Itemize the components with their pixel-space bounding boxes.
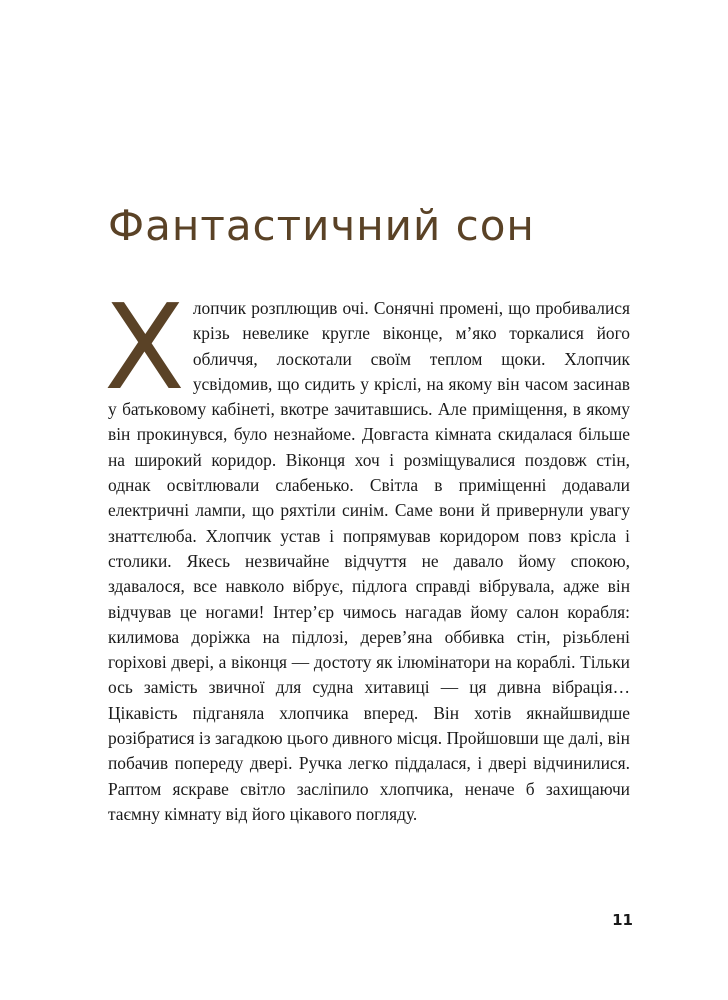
drop-cap-letter: Х <box>104 278 185 416</box>
chapter-body-text <box>104 278 630 827</box>
paragraph-text: лопчик розплющив очі. Сонячні промені, що пробивалися крізь невелике кругле віконце, м’яко торкалися його обличчя, лоскотали своїм теплом щоки. Хлопчик усвідомив, що сидить у кріслі, на якому він часом засинав у батьковому кабінеті, вкотре зачитавшись. Але приміщення, в якому він прокинувся, було незнайоме. Довгаста кімната скидалася більше на широкий коридор. Віконця хоч і розміщувалися поздовж стін, однак освітлювали слабенько. Світла в приміщенні додавали електричні лампи, що ряхтіли синім. Саме вони й привернули увагу знаттєлюба. Хлопчик устав і попрямував коридором повз крісла і столики. Якесь незвичайне відчуття не давало йому спокою, здавалося, все навколо вібрує, підлога справді вібрувала, адже він відчував це ногами! Інтер’єр чимось нагадав йому салон корабля: килимова доріжка на підлозі, дерев’яна оббивка стін, різьблені горіхові двері, а віконця — достоту як ілюмінатори на кораблі. Тільки ось замість звичної для судна хитавиці — ця дивна вібрація… Цікавість підганяла хлопчика вперед. Він хотів якнайшвидше розібратися із загадкою цього дивного місця. Пройшовши ще далі, він побачив попереду двері. Ручка легко піддалася, і двері відчинилися. Раптом яскраве світло засліпило хлопчика, неначе б захищаючи таємну кімнату від його цікавого погляду. <box>108 298 630 824</box>
page-number: 11 <box>612 911 633 929</box>
chapter-title: Фантастичний сон <box>108 201 535 250</box>
